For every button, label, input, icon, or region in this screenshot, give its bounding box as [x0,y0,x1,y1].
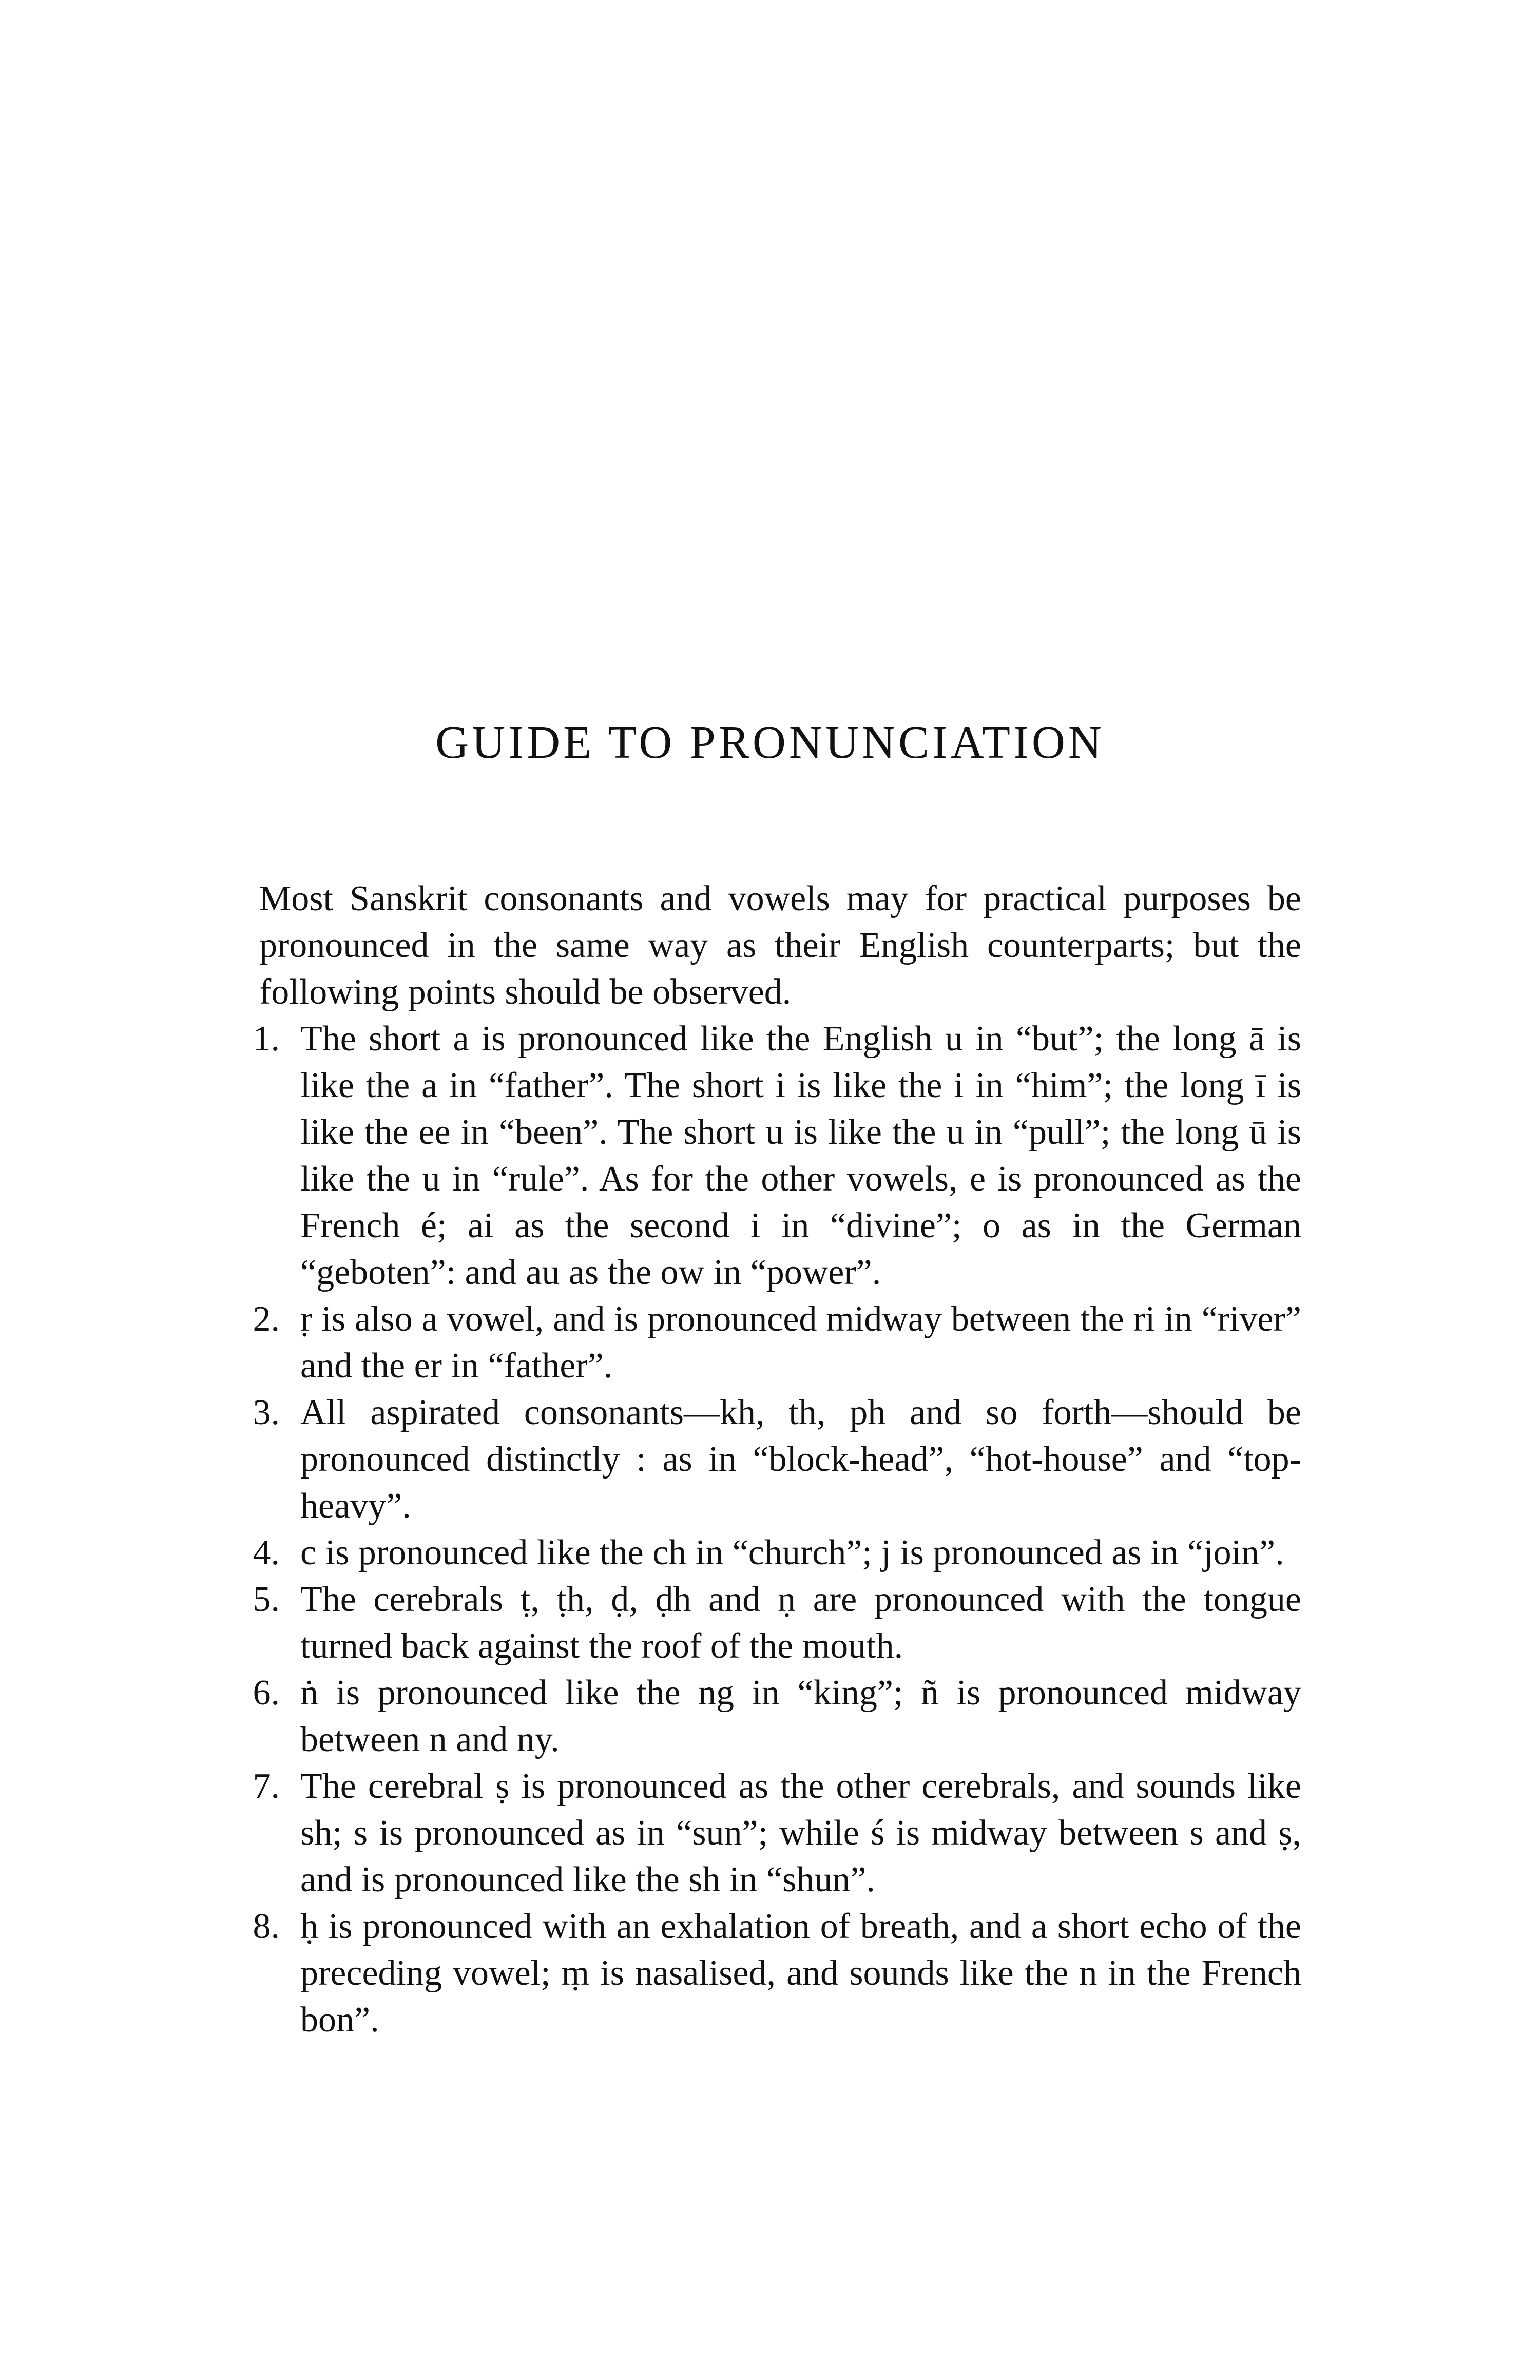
item-number: 2. [253,1299,280,1339]
item-number: 4. [253,1533,280,1572]
pronunciation-guide-body [253,875,1301,2043]
item-number: 7. [253,1767,280,1806]
list-item-4 [253,1529,1301,1576]
item-text: ṅ is pronounced like the ng in “king”; ñ is pronounced midway between n and ny. [300,1673,1301,1759]
item-text: The short a is pronounced like the English u in “but”; the long ā is like the a in “father”. The short i is like the i in “him”; the long ī is like the ee in “been”. The short u is like the u in “pull”; the long ū is like the u in “rule”. As for the other vowels, e is pronounced as the French é; ai as the second i in “divine”; o as in the German “geboten”: and au as the ow in “power”. [300,1019,1301,1292]
item-text: ṛ is also a vowel, and is pronounced midway between the ri in “river” and the er in “father”. [300,1299,1301,1386]
item-text: c is pronounced like the ch in “church”; j is pronounced as in “join”. [300,1533,1284,1572]
intro-paragraph: Most Sanskrit consonants and vowels may for practical purposes be pronounced in the same way as their English counterparts; but the following points should be observed. [259,879,1301,1012]
list-item-3 [253,1389,1301,1529]
item-number: 1. [253,1019,280,1059]
item-text: All aspirated consonants—kh, th, ph and so forth—should be pronounced distinctly : as in “block-head”, “hot-house” and “top-heavy”. [300,1393,1301,1526]
list-item-5 [253,1576,1301,1669]
list-item-7 [253,1763,1301,1903]
list-item-6 [253,1669,1301,1763]
item-text: ḥ is pronounced with an exhalation of breath, and a short echo of the preceding vowel; ṃ is nasalised, and sounds like the n in the French bon”. [300,1907,1301,2040]
item-text: The cerebral ṣ is pronounced as the other cerebrals, and sounds like sh; s is pronounced as in “sun”; while ś is midway between s and ṣ, and is pronounced like the sh in “shun”. [300,1767,1301,1899]
list-item-2 [253,1296,1301,1389]
list-item-8 [253,1903,1301,2043]
page-title: GUIDE TO PRONUNCIATION [435,717,1105,768]
item-number: 3. [253,1393,280,1432]
item-number: 6. [253,1673,280,1713]
item-number: 8. [253,1907,280,1946]
item-text: The cerebrals ṭ, ṭh, ḍ, ḍh and ṇ are pronounced with the tongue turned back against the roof of the mouth. [300,1580,1301,1666]
list-item-1 [253,1015,1301,1296]
item-number: 5. [253,1580,280,1619]
